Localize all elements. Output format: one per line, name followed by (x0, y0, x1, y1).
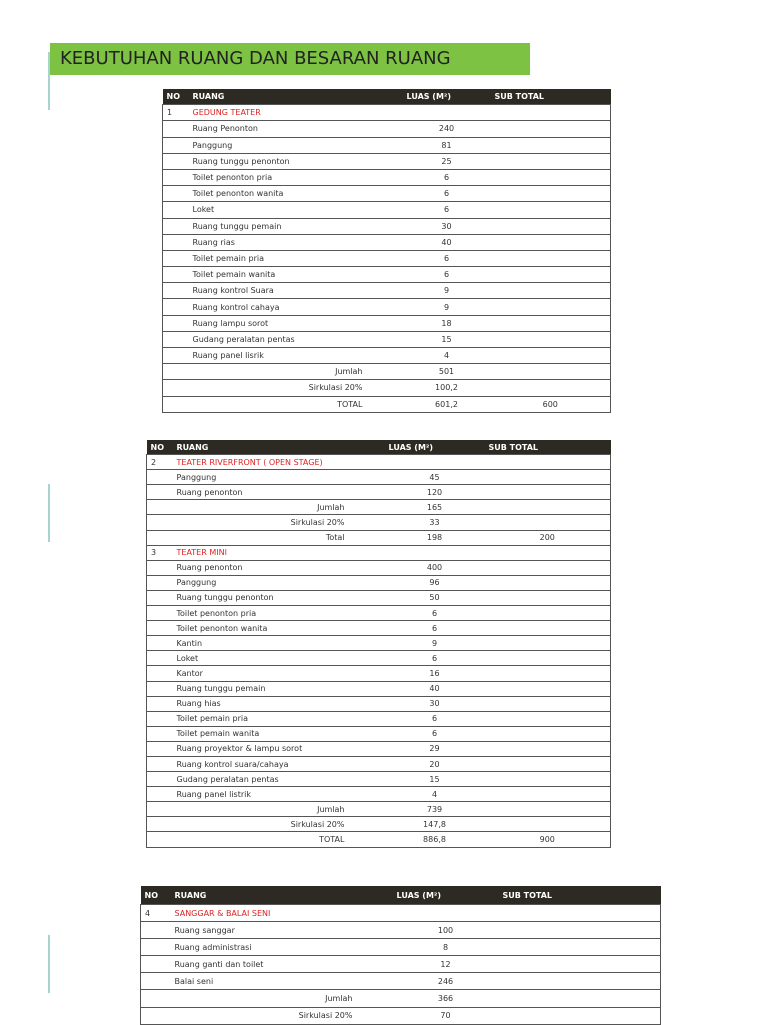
table-row (147, 666, 611, 681)
cell-ruang: Ruang proyektor & lampu sorot (173, 741, 385, 756)
cell-subtotal (491, 202, 611, 218)
cell-no (163, 137, 189, 153)
cell-no (147, 590, 173, 605)
cell-luas: 601,2 (403, 396, 491, 412)
cell-ruang: Total (173, 530, 385, 545)
cell-luas: 6 (385, 651, 485, 666)
table-row (147, 787, 611, 802)
cell-luas: 96 (385, 575, 485, 590)
table-row (147, 485, 611, 500)
cell-subtotal (491, 299, 611, 315)
cell-luas: 30 (385, 696, 485, 711)
cell-luas (385, 455, 485, 470)
cell-subtotal (485, 787, 611, 802)
cell-subtotal (491, 153, 611, 169)
table-row (147, 470, 611, 485)
cell-no: 1 (163, 105, 189, 121)
cell-ruang: Kantin (173, 636, 385, 651)
cell-subtotal (491, 364, 611, 380)
cell-subtotal (485, 515, 611, 530)
cell-luas: 147,8 (385, 817, 485, 832)
cell-subtotal (485, 485, 611, 500)
cell-luas: 165 (385, 500, 485, 515)
section-row (147, 545, 611, 560)
cell-luas: 70 (393, 1007, 499, 1024)
cell-ruang: Ruang ganti dan toilet (171, 956, 393, 973)
table-row (147, 726, 611, 741)
table-row (141, 973, 661, 990)
table-row (163, 267, 611, 283)
cell-luas: 6 (403, 202, 491, 218)
cell-luas: 18 (403, 315, 491, 331)
title-banner (50, 43, 530, 75)
cell-no (147, 470, 173, 485)
table-row (141, 956, 661, 973)
cell-subtotal (491, 380, 611, 396)
cell-luas: 4 (403, 348, 491, 364)
cell-ruang: Ruang administrasi (171, 939, 393, 956)
cell-no (163, 364, 189, 380)
cell-ruang: Ruang tunggu penonton (189, 153, 403, 169)
cell-no (147, 817, 173, 832)
cell-subtotal (485, 741, 611, 756)
table-header (147, 440, 611, 455)
cell-subtotal (485, 681, 611, 696)
cell-no (147, 802, 173, 817)
cell-no (141, 990, 171, 1007)
cell-ruang: Toilet penonton wanita (189, 186, 403, 202)
header-ruang: RUANG (189, 89, 403, 105)
cell-ruang: Jumlah (173, 802, 385, 817)
table-row (163, 137, 611, 153)
cell-no (141, 956, 171, 973)
cell-ruang: Ruang penonton (173, 560, 385, 575)
cell-ruang: Balai seni (171, 973, 393, 990)
cell-luas: 29 (385, 741, 485, 756)
cell-no (141, 922, 171, 939)
table-row (163, 299, 611, 315)
summary-row (147, 802, 611, 817)
cell-subtotal (485, 817, 611, 832)
cell-subtotal (485, 666, 611, 681)
cell-no (163, 299, 189, 315)
cell-luas: 400 (385, 560, 485, 575)
cell-luas: 198 (385, 530, 485, 545)
cell-ruang: Gudang peralatan pentas (189, 331, 403, 347)
cell-ruang: Sirkulasi 20% (171, 1007, 393, 1024)
cell-no (141, 973, 171, 990)
header-luas: LUAS (M²) (385, 440, 485, 455)
cell-ruang: Ruang hias (173, 696, 385, 711)
header-ruang: RUANG (171, 886, 393, 905)
cell-luas: 40 (385, 681, 485, 696)
accent-line (48, 935, 50, 993)
header-luas: LUAS (M²) (393, 886, 499, 905)
cell-ruang: Ruang kontrol suara/cahaya (173, 756, 385, 771)
cell-no (147, 696, 173, 711)
cell-no (147, 711, 173, 726)
cell-no (147, 500, 173, 515)
table-row (147, 651, 611, 666)
cell-luas: 8 (393, 939, 499, 956)
cell-ruang: Toilet pemain pria (173, 711, 385, 726)
cell-ruang: TEATER MINI (173, 545, 385, 560)
cell-luas: 40 (403, 234, 491, 250)
cell-subtotal (485, 756, 611, 771)
cell-subtotal (485, 560, 611, 575)
cell-no (163, 218, 189, 234)
cell-subtotal (491, 105, 611, 121)
cell-subtotal (485, 606, 611, 621)
cell-no (163, 267, 189, 283)
cell-subtotal (499, 922, 661, 939)
cell-no: 3 (147, 545, 173, 560)
summary-row (147, 500, 611, 515)
cell-luas: 246 (393, 973, 499, 990)
cell-subtotal (485, 575, 611, 590)
table-row (163, 283, 611, 299)
cell-ruang: Toilet penonton wanita (173, 621, 385, 636)
cell-luas: 9 (385, 636, 485, 651)
cell-ruang: Sirkulasi 20% (189, 380, 403, 396)
cell-luas: 16 (385, 666, 485, 681)
cell-ruang: Ruang rias (189, 234, 403, 250)
cell-subtotal (485, 651, 611, 666)
cell-luas: 6 (403, 186, 491, 202)
cell-ruang: Ruang lampu sorot (189, 315, 403, 331)
cell-ruang: Ruang sanggar (171, 922, 393, 939)
cell-subtotal (491, 315, 611, 331)
cell-luas: 100,2 (403, 380, 491, 396)
cell-subtotal (491, 283, 611, 299)
cell-luas: 6 (385, 711, 485, 726)
cell-ruang: Ruang tunggu pemain (173, 681, 385, 696)
cell-luas: 9 (403, 283, 491, 299)
cell-luas: 100 (393, 922, 499, 939)
cell-subtotal: 200 (485, 530, 611, 545)
table-row (147, 621, 611, 636)
summary-row (163, 396, 611, 412)
cell-ruang: TEATER RIVERFRONT ( OPEN STAGE) (173, 455, 385, 470)
cell-luas: 6 (403, 250, 491, 266)
cell-luas: 9 (403, 299, 491, 315)
cell-ruang: Jumlah (173, 500, 385, 515)
cell-subtotal (485, 711, 611, 726)
cell-luas: 739 (385, 802, 485, 817)
cell-ruang: Ruang penonton (173, 485, 385, 500)
cell-ruang: Toilet pemain wanita (173, 726, 385, 741)
table-row (147, 575, 611, 590)
table-gedung-teater (162, 89, 611, 413)
cell-subtotal: 900 (485, 832, 611, 847)
cell-luas: 50 (385, 590, 485, 605)
table-row (163, 348, 611, 364)
cell-no (163, 186, 189, 202)
cell-no (147, 756, 173, 771)
cell-no (163, 283, 189, 299)
table-row (163, 315, 611, 331)
section-row (141, 905, 661, 922)
cell-subtotal (499, 1007, 661, 1024)
cell-ruang: GEDUNG TEATER (189, 105, 403, 121)
header-ruang: RUANG (173, 440, 385, 455)
table-row (147, 681, 611, 696)
summary-row (147, 832, 611, 847)
cell-ruang: Panggung (173, 575, 385, 590)
summary-row (147, 817, 611, 832)
header-no: NO (141, 886, 171, 905)
table-row (163, 121, 611, 137)
header-subtotal: SUB TOTAL (485, 440, 611, 455)
cell-no (163, 331, 189, 347)
cell-subtotal (485, 696, 611, 711)
cell-subtotal (485, 621, 611, 636)
cell-no: 2 (147, 455, 173, 470)
cell-no (147, 621, 173, 636)
cell-ruang: Ruang tunggu pemain (189, 218, 403, 234)
cell-subtotal (491, 186, 611, 202)
cell-no (141, 1007, 171, 1024)
cell-luas: 12 (393, 956, 499, 973)
table-row (163, 202, 611, 218)
cell-no (147, 575, 173, 590)
cell-luas: 30 (403, 218, 491, 234)
cell-no (147, 636, 173, 651)
table-row (141, 939, 661, 956)
summary-row (163, 364, 611, 380)
summary-row (163, 380, 611, 396)
cell-luas: 240 (403, 121, 491, 137)
cell-ruang: SANGGAR & BALAI SENI (171, 905, 393, 922)
cell-subtotal (485, 545, 611, 560)
cell-luas (393, 905, 499, 922)
cell-no (147, 651, 173, 666)
cell-no (163, 396, 189, 412)
cell-luas: 20 (385, 756, 485, 771)
cell-no (163, 315, 189, 331)
table-row (147, 741, 611, 756)
cell-ruang: Ruang tunggu penonton (173, 590, 385, 605)
accent-line (48, 484, 50, 542)
cell-subtotal (485, 500, 611, 515)
table-row (163, 250, 611, 266)
cell-luas: 366 (393, 990, 499, 1007)
summary-row (147, 530, 611, 545)
cell-ruang: Sirkulasi 20% (173, 817, 385, 832)
cell-ruang: TOTAL (189, 396, 403, 412)
table-row (147, 636, 611, 651)
cell-subtotal (491, 169, 611, 185)
section-row (163, 105, 611, 121)
table-row (147, 772, 611, 787)
cell-subtotal (499, 990, 661, 1007)
cell-no (147, 530, 173, 545)
cell-luas: 6 (385, 621, 485, 636)
cell-luas: 33 (385, 515, 485, 530)
cell-luas: 15 (385, 772, 485, 787)
cell-subtotal (485, 802, 611, 817)
header-no: NO (163, 89, 189, 105)
cell-ruang: Ruang panel listrik (173, 787, 385, 802)
table-row (163, 234, 611, 250)
cell-luas: 45 (385, 470, 485, 485)
table-row (163, 169, 611, 185)
cell-no (163, 153, 189, 169)
cell-luas: 6 (403, 267, 491, 283)
cell-subtotal (485, 772, 611, 787)
cell-no (147, 787, 173, 802)
cell-ruang: Ruang kontrol cahaya (189, 299, 403, 315)
cell-no (147, 741, 173, 756)
cell-luas: 6 (385, 726, 485, 741)
cell-no (147, 485, 173, 500)
cell-luas: 6 (385, 606, 485, 621)
header-subtotal: SUB TOTAL (491, 89, 611, 105)
cell-no (163, 348, 189, 364)
cell-subtotal (491, 137, 611, 153)
cell-subtotal (485, 636, 611, 651)
cell-ruang: Sirkulasi 20% (173, 515, 385, 530)
cell-ruang: Gudang peralatan pentas (173, 772, 385, 787)
cell-no (163, 121, 189, 137)
cell-luas (385, 545, 485, 560)
cell-ruang: Ruang Penonton (189, 121, 403, 137)
page-title: KEBUTUHAN RUANG DAN BESARAN RUANG (60, 48, 451, 69)
cell-luas: 81 (403, 137, 491, 153)
cell-subtotal (491, 348, 611, 364)
cell-no (147, 681, 173, 696)
cell-no (147, 560, 173, 575)
cell-no (147, 832, 173, 847)
cell-subtotal (499, 956, 661, 973)
section-row (147, 455, 611, 470)
cell-ruang: TOTAL (173, 832, 385, 847)
cell-luas: 6 (403, 169, 491, 185)
cell-subtotal (491, 121, 611, 137)
table-row (163, 186, 611, 202)
header-luas: LUAS (M²) (403, 89, 491, 105)
cell-no: 4 (141, 905, 171, 922)
cell-ruang: Kantor (173, 666, 385, 681)
cell-luas: 886,8 (385, 832, 485, 847)
cell-no (163, 380, 189, 396)
cell-luas (403, 105, 491, 121)
cell-no (141, 939, 171, 956)
cell-no (163, 250, 189, 266)
cell-ruang: Panggung (173, 470, 385, 485)
cell-ruang: Jumlah (171, 990, 393, 1007)
cell-subtotal (491, 250, 611, 266)
cell-ruang: Toilet penonton pria (189, 169, 403, 185)
cell-subtotal (485, 590, 611, 605)
table-row (147, 606, 611, 621)
cell-subtotal (491, 331, 611, 347)
table-row (147, 696, 611, 711)
table-row (141, 922, 661, 939)
cell-subtotal (485, 726, 611, 741)
table-row (163, 218, 611, 234)
cell-subtotal: 600 (491, 396, 611, 412)
cell-no (147, 515, 173, 530)
cell-no (163, 169, 189, 185)
table-header (163, 89, 611, 105)
header-no: NO (147, 440, 173, 455)
table-row (163, 331, 611, 347)
cell-no (163, 234, 189, 250)
summary-row (141, 990, 661, 1007)
cell-ruang: Toilet pemain wanita (189, 267, 403, 283)
cell-luas: 4 (385, 787, 485, 802)
cell-ruang: Loket (173, 651, 385, 666)
summary-row (141, 1007, 661, 1024)
cell-subtotal (485, 455, 611, 470)
cell-luas: 25 (403, 153, 491, 169)
cell-subtotal (499, 939, 661, 956)
cell-ruang: Jumlah (189, 364, 403, 380)
cell-subtotal (499, 905, 661, 922)
cell-no (147, 666, 173, 681)
cell-no (147, 606, 173, 621)
cell-ruang: Panggung (189, 137, 403, 153)
cell-ruang: Ruang panel lisrik (189, 348, 403, 364)
cell-subtotal (491, 218, 611, 234)
cell-luas: 501 (403, 364, 491, 380)
cell-ruang: Ruang kontrol Suara (189, 283, 403, 299)
table-row (147, 560, 611, 575)
summary-row (147, 515, 611, 530)
table-sanggar-balai-seni (140, 886, 661, 1025)
cell-subtotal (491, 267, 611, 283)
table-header (141, 886, 661, 905)
cell-ruang: Toilet penonton pria (173, 606, 385, 621)
cell-no (163, 202, 189, 218)
cell-ruang: Toilet pemain pria (189, 250, 403, 266)
cell-no (147, 772, 173, 787)
cell-no (147, 726, 173, 741)
header-subtotal: SUB TOTAL (499, 886, 661, 905)
cell-subtotal (491, 234, 611, 250)
table-row (147, 711, 611, 726)
cell-luas: 120 (385, 485, 485, 500)
table-row (147, 756, 611, 771)
table-row (147, 590, 611, 605)
cell-ruang: Loket (189, 202, 403, 218)
cell-subtotal (485, 470, 611, 485)
table-row (163, 153, 611, 169)
cell-luas: 15 (403, 331, 491, 347)
cell-subtotal (499, 973, 661, 990)
table-teater-riverfront-mini (146, 440, 611, 848)
